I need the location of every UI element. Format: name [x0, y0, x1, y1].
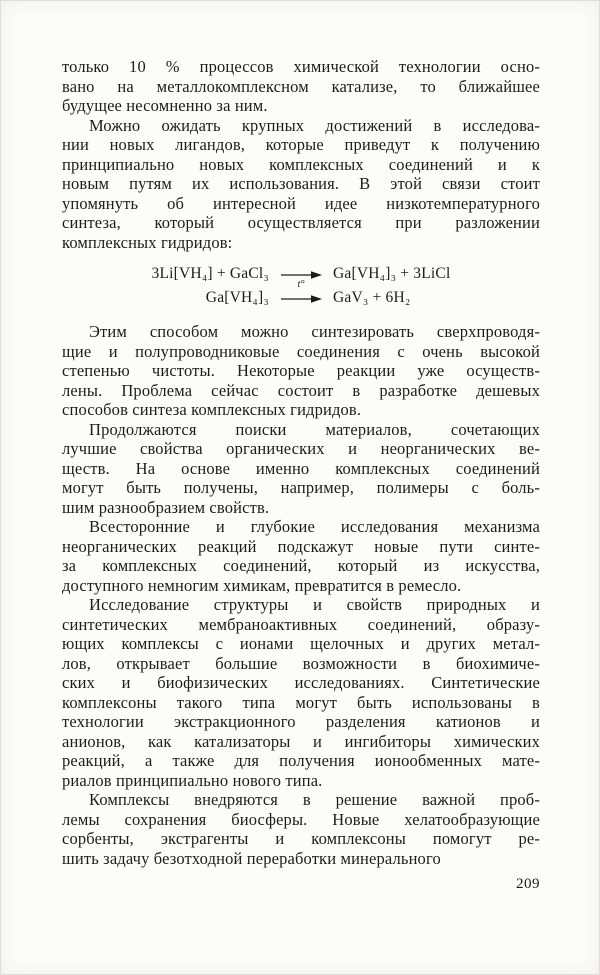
- text-line: анионов, как катализаторы и ингибиторы химических: [62, 731, 540, 751]
- text-line: комплексных гидридов:: [62, 232, 233, 252]
- text-line: шить задачу безотходной переработки минерального: [62, 848, 441, 868]
- text-line: Всесторонние и глубокие исследования механизма: [89, 517, 540, 536]
- paragraph: [62, 517, 540, 595]
- text-line: шим разнообразием свойств.: [62, 497, 270, 517]
- reaction-right-arrow-icon: [280, 279, 322, 302]
- text-line: синтетических мембраноактивных соединений, образу-: [62, 614, 540, 634]
- paragraph: [62, 420, 540, 518]
- text-line: степенью чистоты. Некоторые реакции уже осуществ-: [62, 361, 540, 380]
- text-line: технологии экстракционного разделения катионов и: [62, 712, 540, 731]
- text-line: сорбенты, экстрагенты и комплексоны помогут ре-: [62, 829, 540, 848]
- equation-rhs: Ga[VH₄]₃ + 3LiCl: [333, 265, 451, 282]
- text-line: синтеза, который осуществляется при разложении: [62, 213, 540, 232]
- text-line: Этим способом можно синтезировать сверхпроводя-: [89, 322, 540, 341]
- chemical-equation: [62, 279, 540, 310]
- equation-lhs: Ga[VH₄]₃: [205, 289, 269, 306]
- equation-rhs: GaV₃ + 6H₂: [333, 289, 411, 306]
- paragraph: [62, 116, 540, 253]
- text-line: будущее несомненно за ним.: [62, 96, 268, 115]
- text-line: ских и биофизических исследованиях. Синтетические: [62, 673, 540, 692]
- text-line: только 10 % процессов химической технологии осно-: [62, 57, 540, 76]
- text-line: реакций, а также для получения ионообменных мате-: [62, 751, 540, 770]
- text-line: щие и полупроводниковые соединения с очень высокой: [62, 341, 540, 361]
- text-line: Продолжаются поиски материалов, сочетающих: [89, 419, 540, 439]
- text-line: риалов принципиально нового типа.: [62, 770, 323, 790]
- text-line: могут быть получены, например, полимеры с боль-: [62, 478, 540, 497]
- text-line: способов синтеза комплексных гидридов.: [62, 400, 362, 419]
- text-line: лучшие свойства органических и неорганических ве-: [62, 439, 540, 458]
- text-line: нии новых лигандов, которые приведут к получению: [62, 135, 540, 154]
- equation-lhs: 3Li[VH₄] + GaCl₃: [151, 265, 269, 282]
- text-line: лов, открывает большие возможности в биохимиче-: [62, 653, 540, 673]
- arrow-condition-label: t°: [297, 279, 305, 290]
- text-line: Можно ожидать крупных достижений в исследова-: [89, 115, 540, 135]
- text-column: [62, 57, 540, 868]
- text-line: новым путям их использования. В этой связи стоит: [62, 174, 540, 193]
- text-line: принципиально новых комплексных соединений и к: [62, 154, 540, 174]
- text-line: ществ. На основе именно комплексных соединений: [62, 458, 540, 478]
- text-line: упомянуть об интересной идее низкотемпературного: [62, 193, 540, 213]
- text-line: Комплексы внедряются в решение важной проб-: [89, 790, 540, 809]
- text-line: ющих комплексы с ионами щелочных и других метал-: [62, 634, 540, 653]
- text-line: за комплексных соединений, который из искусства,: [62, 556, 540, 575]
- text-line: лемы сохранения биосферы. Новые хелатообразующие: [62, 809, 540, 829]
- paragraph: [62, 322, 540, 420]
- text-line: лены. Проблема сейчас состоит в разработке дешевых: [62, 380, 540, 400]
- text-line: неорганических реакций подскажут новые пути синте-: [62, 536, 540, 556]
- paragraph: [62, 595, 540, 790]
- text-line: комплексоны такого типа могут быть использованы в: [62, 692, 540, 712]
- text-line: вано на металлокомплексном катализе, то ближайшее: [62, 76, 540, 96]
- paragraph: [62, 57, 540, 116]
- text-line: Исследование структуры и свойств природных и: [89, 595, 540, 614]
- text-line: доступного немногим химикам, превратится в ремесло.: [62, 575, 462, 595]
- reaction-right-arrow-icon: [280, 268, 322, 278]
- paragraph: [62, 790, 540, 868]
- page-number: 209: [516, 876, 540, 892]
- equation-block: [62, 262, 540, 310]
